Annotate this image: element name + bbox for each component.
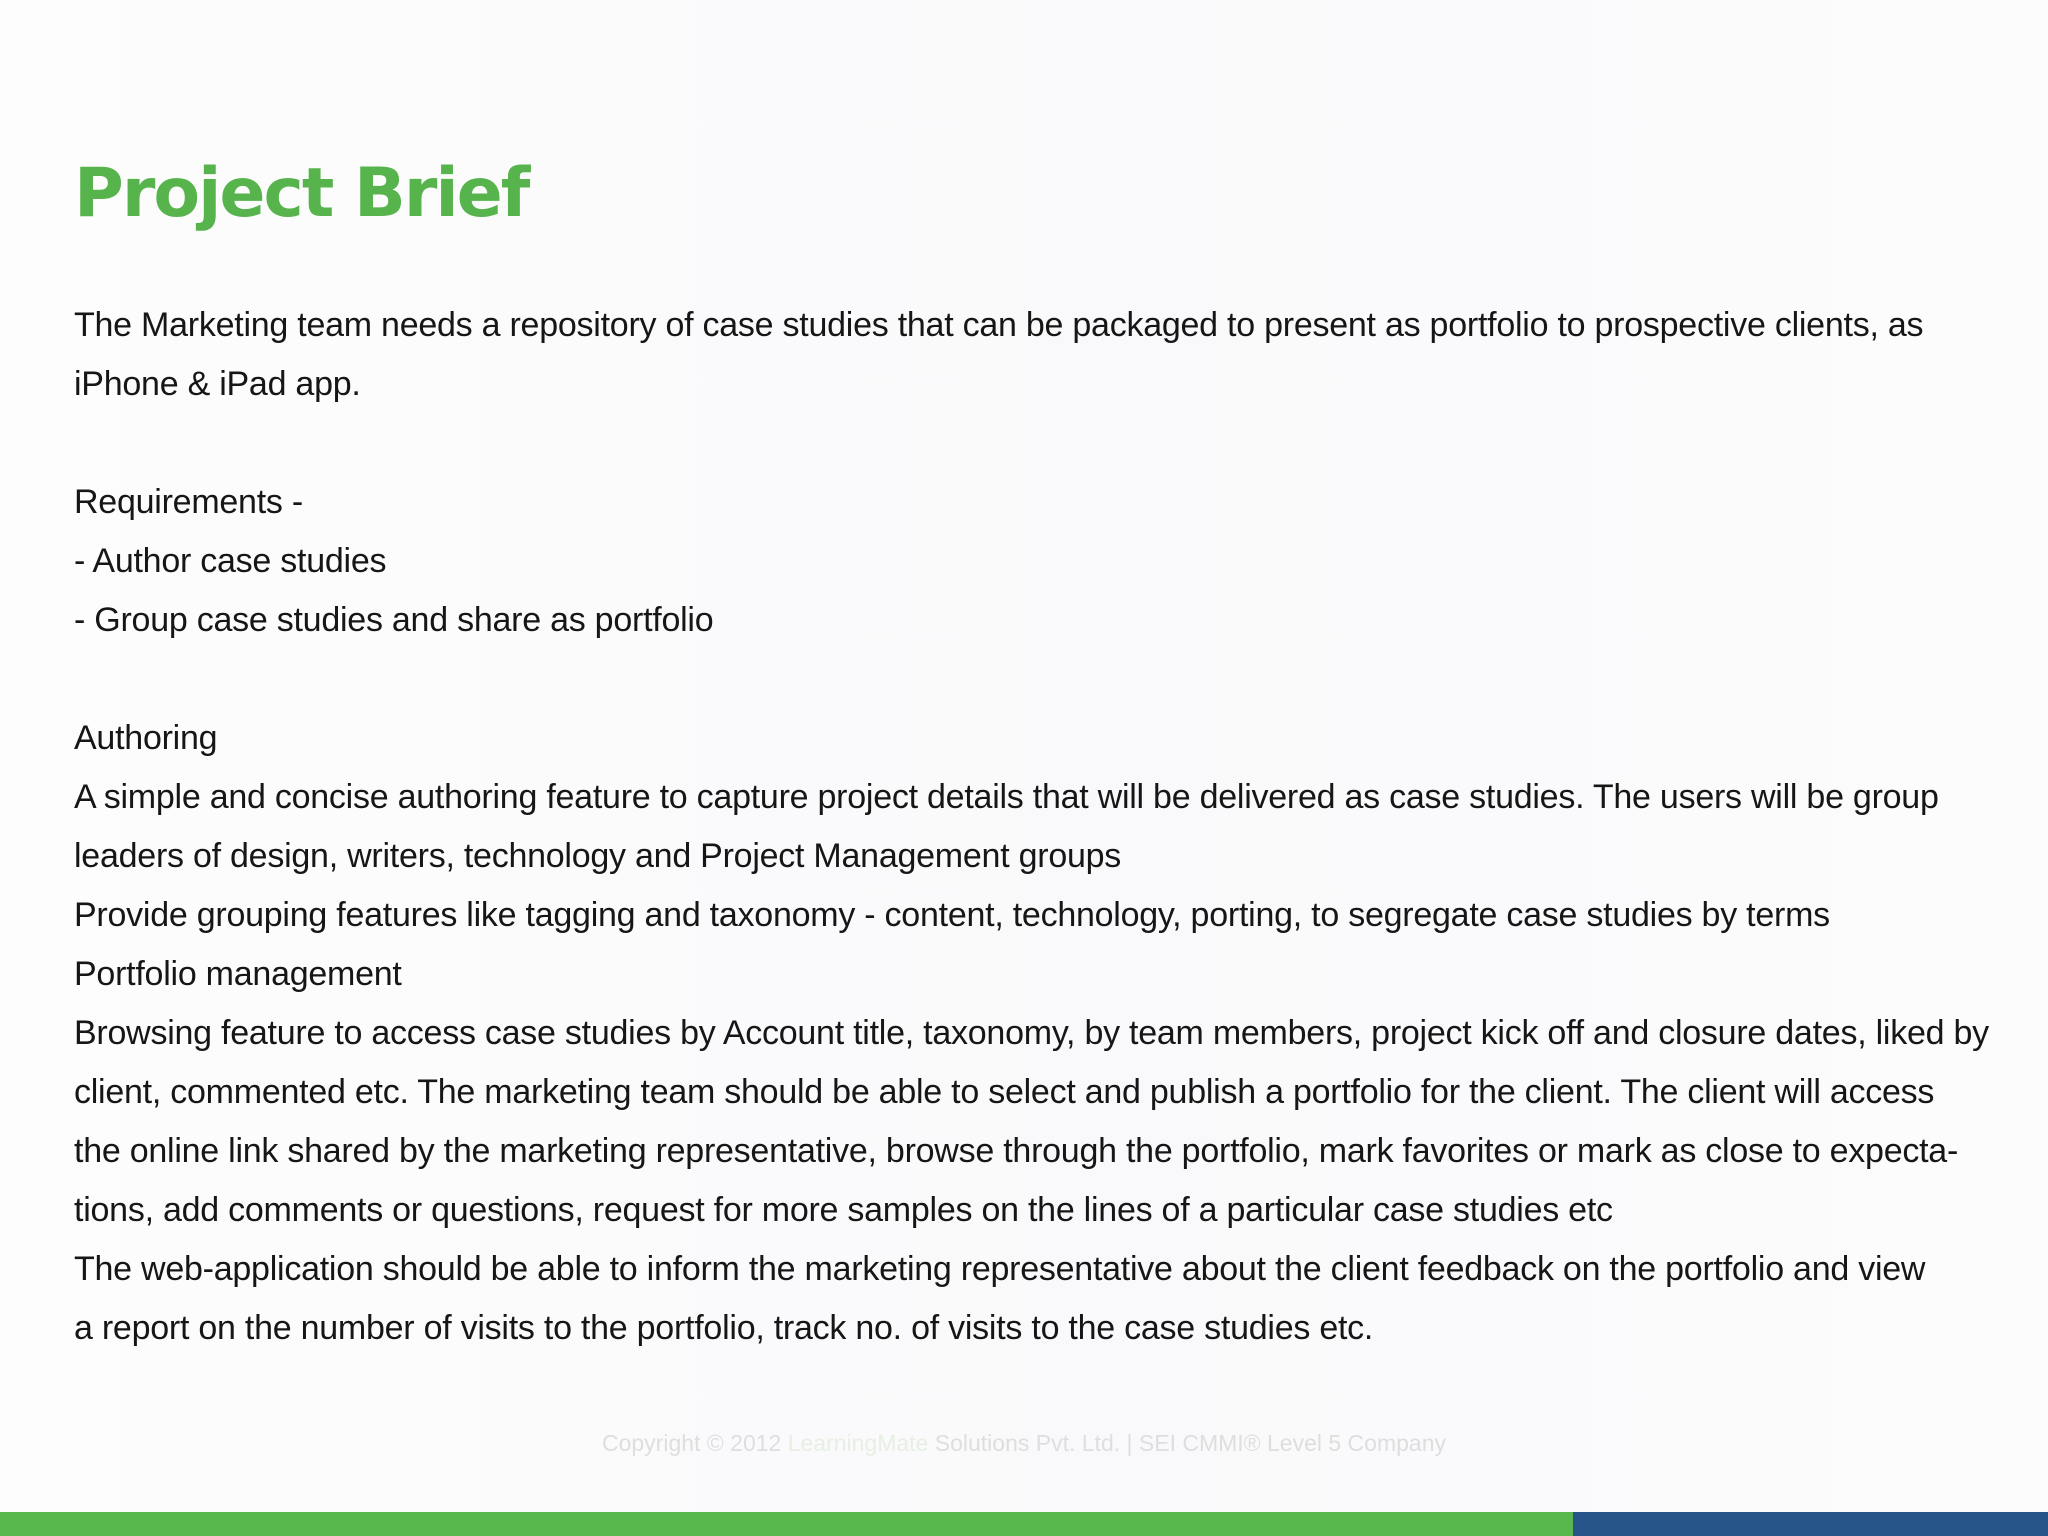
text-line: Provide grouping features like tagging and taxonomy - content, technology, porting, to segregate case studies by terms xyxy=(74,896,1830,934)
requirement-item: - Author case studies xyxy=(74,542,387,580)
portfolio-management-heading: Portfolio management xyxy=(74,955,402,993)
brief-content xyxy=(74,296,2024,1358)
text-line: A simple and concise authoring feature to capture project details that will be delivered as case studies. The users will be group xyxy=(74,778,1939,816)
copyright-prefix: Copyright © 2012 xyxy=(601,1430,788,1456)
bottom-bar-blue xyxy=(1573,1512,2048,1536)
text-line: The web-application should be able to inform the marketing representative about the client feedback on the portfolio and view xyxy=(74,1250,1926,1288)
text-line: iPhone & iPad app. xyxy=(74,365,361,403)
text-line: a report on the number of visits to the portfolio, track no. of visits to the case studies etc. xyxy=(74,1309,1374,1347)
bottom-bar-green xyxy=(0,1512,1573,1536)
requirement-item: - Group case studies and share as portfolio xyxy=(74,601,714,639)
text-line: the online link shared by the marketing representative, browse through the portfolio, mark favorites or mark as close to expecta- xyxy=(74,1132,1959,1170)
requirements-heading: Requirements - xyxy=(74,483,303,521)
copyright-suffix: Solutions Pvt. Ltd. | SEI CMMI® Level 5 Company xyxy=(928,1430,1446,1456)
authoring-heading: Authoring xyxy=(74,719,218,757)
spacer xyxy=(74,414,2024,473)
text-line: client, commented etc. The marketing team should be able to select and publish a portfolio for the client. The client will access xyxy=(74,1073,1935,1111)
text-line: tions, add comments or questions, request for more samples on the lines of a particular case studies etc xyxy=(74,1191,1613,1229)
text-line: Browsing feature to access case studies by Account title, taxonomy, by team members, project kick off and closure dates, liked by xyxy=(74,1014,1989,1052)
brand-name: LearningMate xyxy=(787,1430,929,1456)
spacer xyxy=(74,650,2024,709)
copyright-footer xyxy=(0,1430,2048,1457)
text-line: The Marketing team needs a repository of case studies that can be packaged to present as portfolio to prospective clients, as xyxy=(74,306,1924,344)
page-title: Project Brief xyxy=(74,154,529,233)
bottom-brand-bar xyxy=(0,1512,2048,1536)
text-line: leaders of design, writers, technology and Project Management groups xyxy=(74,837,1122,875)
